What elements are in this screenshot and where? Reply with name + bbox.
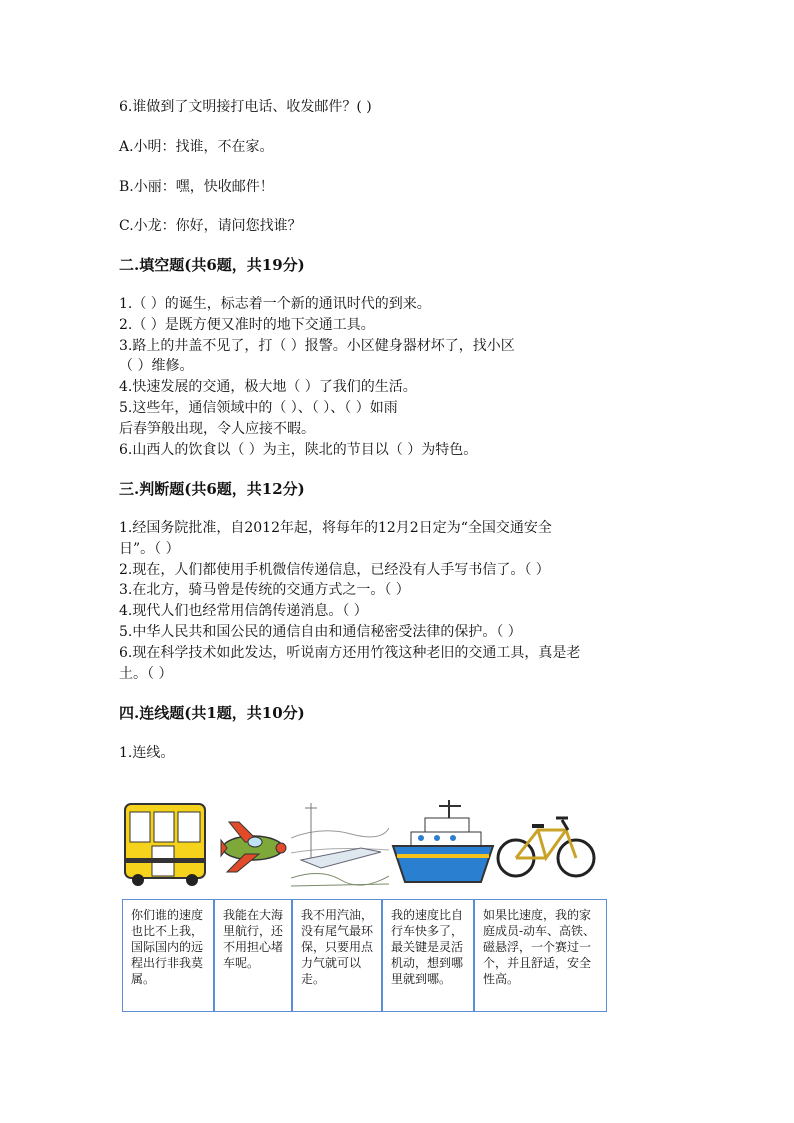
ship-icon (391, 798, 495, 888)
card-text: 你们谁的速度也比不上我，国际国内的远程出行非我莫属。 (131, 908, 204, 986)
option-b: B.小丽：嘿，快收邮件！ (119, 179, 274, 195)
judge-line: 日”。（ ） (119, 541, 180, 557)
card-bus[interactable] (382, 899, 474, 1012)
fill-line: 2.（ ）是既方便又准时的地下交通工具。 (119, 317, 375, 333)
card-train[interactable] (474, 899, 607, 1012)
card-text: 我能在大海里航行，还不用担心堵车呢。 (223, 908, 284, 970)
section-4-heading: 四.连线题(共1题，共10分) (119, 704, 305, 722)
match-cards (122, 899, 608, 1014)
card-text: 我的速度比自行车快多了，最关键是灵活机动，想到哪里就到哪。 (391, 908, 464, 986)
judge-line: 1.经国务院批准，自2012年起，将每年的12月2日定为“全国交通安全 (119, 520, 552, 536)
option-c: C.小龙：你好，请问您找谁？ (119, 218, 302, 234)
section-3-heading: 三.判断题(共6题，共12分) (119, 480, 305, 498)
fill-line: 1.（ ）的诞生，标志着一个新的通讯时代的到来。 (119, 296, 431, 312)
train-icon (291, 798, 389, 888)
section-2-heading: 二.填空题(共6题，共19分) (119, 256, 305, 274)
match-item: 1.连线。 (119, 745, 175, 761)
card-ship[interactable] (214, 899, 292, 1012)
judge-line: 2.现在，人们都使用手机微信传递信息，已经没有人手写书信了。（ ） (119, 562, 550, 578)
card-airplane[interactable] (122, 899, 214, 1012)
judge-line: 6.现在科学技术如此发达，听说南方还用竹筏这种老旧的交通工具，真是老 (119, 645, 581, 661)
fill-line: 6.山西人的饮食以（ ）为主，陕北的节目以（ ）为特色。 (119, 442, 478, 458)
fill-line: 4.快速发展的交通，极大地（ ）了我们的生活。 (119, 379, 417, 395)
bicycle-icon (496, 798, 596, 888)
fill-line: 5.这些年，通信领域中的（ ）、（ ）、（ ）如雨 (119, 400, 398, 416)
card-text: 如果比速度，我的家庭成员-动车、高铁、磁悬浮，一个赛过一个，并且舒适，安全性高。 (483, 908, 596, 986)
picture-row (122, 798, 602, 888)
airplane-icon (215, 798, 293, 888)
fill-line: 后春笋般出现，令人应接不暇。 (119, 421, 315, 437)
bus-icon (122, 798, 208, 888)
judge-line: 土。（ ） (119, 666, 173, 682)
fill-line: （ ）维修。 (119, 358, 194, 374)
fill-line: 3.路上的井盖不见了，打（ ）报警。小区健身器材坏了，找小区 (119, 338, 515, 354)
card-text: 我不用汽油，没有尾气最环保，只要用点力气就可以走。 (301, 908, 374, 986)
judge-line: 4.现代人们也经常用信鸽传递消息。（ ） (119, 603, 368, 619)
card-bicycle[interactable] (292, 899, 382, 1012)
judge-line: 3.在北方，骑马曾是传统的交通方式之一。（ ） (119, 582, 410, 598)
option-a: A.小明：找谁，不在家。 (119, 139, 274, 155)
question-6-stem: 6.谁做到了文明接打电话、收发邮件？( ) (119, 99, 372, 115)
judge-line: 5.中华人民共和国公民的通信自由和通信秘密受法律的保护。（ ） (119, 624, 522, 640)
